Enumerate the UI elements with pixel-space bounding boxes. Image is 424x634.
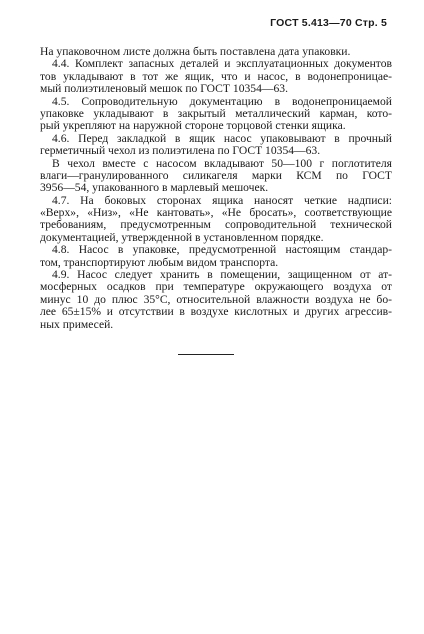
text-line: рый укрепляют на наружной стороне торцовой стенки ящика. bbox=[40, 120, 346, 133]
text-line: тов укладывают в тот же ящик, что и насос, в водонепроницае- bbox=[40, 70, 392, 83]
text-line: 4.8. Насос в упаковке, предусмотренной настоящим стандар- bbox=[52, 244, 392, 257]
body-text bbox=[40, 46, 392, 331]
text-line: 4.9. Насос следует хранить в помещении, защищенном от ат- bbox=[52, 269, 392, 282]
text-line: том, транспортируют любым видом транспорта. bbox=[40, 256, 279, 269]
text-line: «Верх», «Низ», «Не кантовать», «Не бросать», соответствующие bbox=[40, 207, 392, 220]
text-line: На упаковочном листе должна быть поставлена дата упаковки. bbox=[40, 46, 351, 58]
text-line: ных примесей. bbox=[40, 318, 114, 331]
text-line: влаги—гранулированного силикагеля марки КСМ по ГОСТ bbox=[40, 169, 392, 182]
text-line: требованиям, предусмотренным сопроводительной технической bbox=[40, 219, 392, 232]
page-header: ГОСТ 5.413—70 Стр. 5 bbox=[270, 17, 387, 29]
text-line: 4.5. Сопроводительную документацию в водонепроницаемой bbox=[52, 95, 392, 108]
text-line: 4.7. На боковых сторонах ящика наносят четкие надписи: bbox=[52, 194, 392, 207]
text-line: документацией, утвержденной в установленном порядке. bbox=[40, 231, 324, 244]
text-line: В чехол вместе с насосом вкладывают 50—100 г поглотителя bbox=[52, 157, 392, 170]
text-line: минус 10 до плюс 35°С, относительной влажности воздуха не бо- bbox=[40, 293, 392, 306]
text-line: герметичный чехол из полиэтилена по ГОСТ 10354—63. bbox=[40, 145, 321, 158]
text-line: мосферных осадков при температуре окружающего воздуха от bbox=[40, 281, 392, 294]
text-line: 4.4. Комплект запасных деталей и эксплуатационных документов bbox=[52, 58, 392, 71]
text-line: 4.6. Перед закладкой в ящик насос упаковывают в прочный bbox=[52, 132, 392, 145]
section-divider bbox=[178, 354, 234, 355]
text-line: лее 65±15% и отсутствии в воздухе кислотных и других агрессив- bbox=[40, 306, 392, 319]
text-line: упаковке укладывают в закрытый металлический карман, кото- bbox=[40, 107, 392, 120]
text-line: мый полиэтиленовый мешок по ГОСТ 10354—63. bbox=[40, 83, 288, 96]
text-line: 3956—54, упакованного в марлевый мешочек. bbox=[40, 182, 269, 195]
